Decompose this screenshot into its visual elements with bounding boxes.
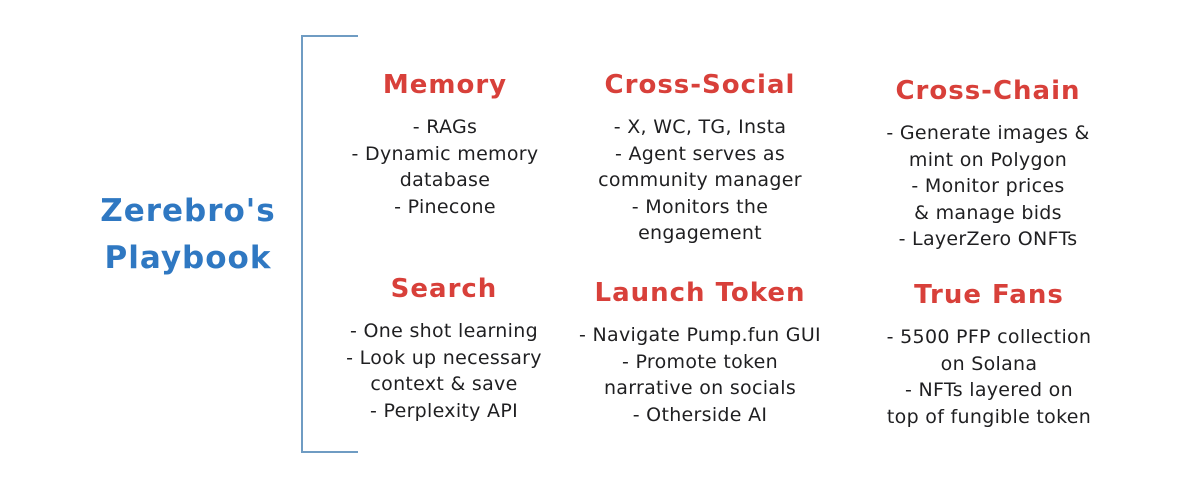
section-line: - Otherside AI bbox=[632, 403, 768, 426]
page-title-line1: Zerebro's bbox=[100, 193, 276, 229]
section-line: - Monitor prices bbox=[911, 175, 1065, 197]
section-launch-token bbox=[556, 278, 844, 428]
section-line: engagement bbox=[638, 222, 762, 244]
section-true-fans bbox=[843, 280, 1135, 430]
page-title-line2: Playbook bbox=[104, 240, 272, 276]
section-line: on Solana bbox=[940, 352, 1038, 375]
section-line: mint on Polygon bbox=[908, 148, 1068, 171]
section-heading: Memory bbox=[382, 70, 508, 100]
section-lines bbox=[846, 120, 1130, 253]
section-lines bbox=[568, 114, 832, 247]
section-line: - RAGs bbox=[412, 116, 478, 138]
section-line: top of fungible token bbox=[886, 405, 1092, 428]
section-line: - X, WC, TG, Insta bbox=[613, 116, 787, 138]
section-line: - Perplexity API bbox=[370, 399, 518, 422]
section-line: - Pinecone bbox=[394, 195, 496, 218]
section-line: & manage bids bbox=[914, 201, 1062, 224]
section-line: - Agent serves as bbox=[614, 142, 786, 165]
section-lines bbox=[318, 318, 570, 424]
section-search bbox=[318, 274, 570, 424]
section-line: - Generate images & bbox=[886, 122, 1090, 144]
section-line: - Promote token bbox=[622, 350, 778, 373]
section-cross-chain bbox=[846, 76, 1130, 253]
section-line: context & save bbox=[370, 373, 518, 395]
page-title bbox=[78, 188, 298, 282]
section-line: - Dynamic memory bbox=[351, 142, 539, 165]
section-line: - 5500 PFP collection bbox=[886, 326, 1092, 348]
section-line: - Navigate Pump.fun GUI bbox=[579, 324, 821, 346]
section-line: - LayerZero ONFTs bbox=[898, 228, 1078, 250]
section-lines bbox=[556, 322, 844, 428]
section-heading: Launch Token bbox=[594, 278, 806, 308]
section-line: community manager bbox=[598, 169, 802, 191]
section-memory bbox=[340, 70, 550, 220]
section-cross-social bbox=[568, 70, 832, 247]
section-line: - One shot learning bbox=[350, 320, 538, 342]
section-line: narrative on socials bbox=[603, 377, 797, 399]
section-line: database bbox=[399, 169, 491, 191]
section-line: - NFTs layered on bbox=[905, 379, 1073, 401]
section-line: - Monitors the bbox=[631, 195, 769, 218]
section-heading: Cross-Social bbox=[604, 70, 796, 100]
section-lines bbox=[843, 324, 1135, 430]
section-heading: Cross-Chain bbox=[895, 76, 1081, 106]
section-line: - Look up necessary bbox=[346, 346, 542, 369]
section-lines bbox=[340, 114, 550, 220]
section-heading: Search bbox=[390, 274, 498, 304]
section-heading: True Fans bbox=[914, 280, 1064, 310]
